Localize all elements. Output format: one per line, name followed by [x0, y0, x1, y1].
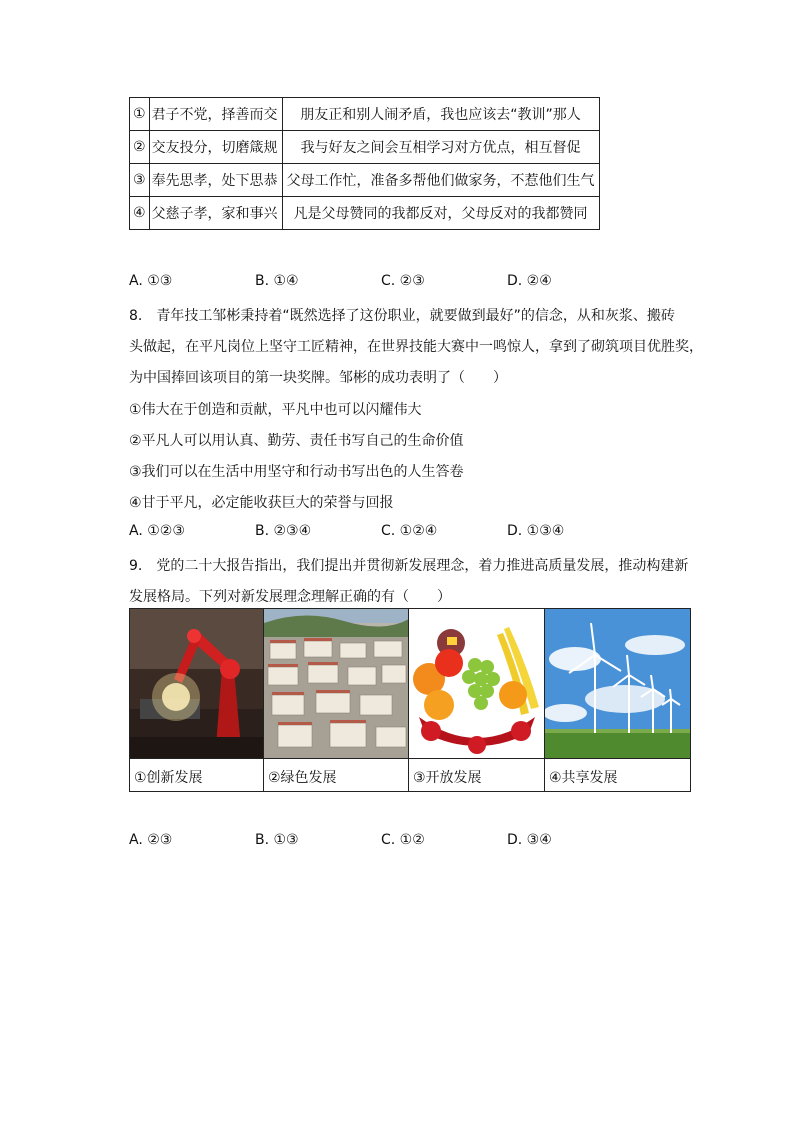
q8-stem-line: 为中国捧回该项目的第一块奖牌。邹彬的成功表明了（ ） [129, 370, 507, 386]
table-cell: 父慈子孝，家和事兴 [149, 197, 282, 230]
q9-image-table [129, 608, 691, 792]
q7-table [129, 97, 600, 230]
q8-options [129, 523, 689, 543]
option-c[interactable]: C. ②③ [381, 273, 425, 289]
table-cell: 朋友正和别人闹矛盾，我也应该去“教训”那人 [282, 98, 599, 131]
image-caption: ④共享发展 [549, 770, 618, 786]
option-c[interactable]: C. ①② [381, 832, 425, 848]
option-d[interactable]: D. ①③④ [507, 523, 565, 539]
option-b[interactable]: B. ②③④ [255, 523, 312, 539]
table-cell: 我与好友之间会互相学习对方优点，相互督促 [282, 131, 599, 164]
image-cell [545, 609, 690, 791]
option-d[interactable]: D. ③④ [507, 832, 552, 848]
option-b[interactable]: B. ①③ [255, 832, 299, 848]
table-cell: 奉先思孝，处下思恭 [149, 164, 282, 197]
image-caption: ③开放发展 [413, 770, 482, 786]
q8-item: ①伟大在于创造和贡献，平凡中也可以闪耀伟大 [129, 402, 422, 418]
image-cell [409, 609, 545, 791]
table-row [130, 197, 600, 230]
q8-item: ②平凡人可以用认真、勤劳、责任书写自己的生命价值 [129, 433, 464, 449]
table-cell: ④ [130, 197, 150, 230]
wind-turbines-image [545, 609, 690, 759]
image-cell [130, 609, 264, 791]
welding-robot-image [130, 609, 263, 759]
table-cell: ③ [130, 164, 150, 197]
table-row [130, 98, 600, 131]
table-cell: 父母工作忙，准备多帮他们做家务，不惹他们生气 [282, 164, 599, 197]
q8-stem-line: 头做起，在平凡岗位上坚守工匠精神，在世界技能大赛中一鸣惊人，拿到了砌筑项目优胜奖， [129, 339, 703, 355]
option-c[interactable]: C. ①②④ [381, 523, 438, 539]
q8-stem-line: 8. 青年技工邹彬秉持着“既然选择了这份职业，就要做到最好”的信念，从和灰浆、搬砖 [129, 308, 675, 324]
q7-options [129, 273, 689, 293]
table-row [130, 164, 600, 197]
image-caption: ①创新发展 [134, 770, 203, 786]
table-row [130, 131, 600, 164]
fruit-basket-image [409, 609, 544, 759]
table-cell: 凡是父母赞同的我都反对，父母反对的我都赞同 [282, 197, 599, 230]
apartment-buildings-image [264, 609, 408, 759]
option-a[interactable]: A. ①②③ [129, 523, 185, 539]
option-a[interactable]: A. ①③ [129, 273, 173, 289]
q8-item: ③我们可以在生活中用坚守和行动书写出色的人生答卷 [129, 464, 464, 480]
q9-options [129, 832, 689, 852]
option-d[interactable]: D. ②④ [507, 273, 552, 289]
table-cell: ① [130, 98, 150, 131]
table-cell: 交友投分，切磨箴规 [149, 131, 282, 164]
table-cell: ② [130, 131, 150, 164]
image-cell [264, 609, 409, 791]
option-a[interactable]: A. ②③ [129, 832, 173, 848]
q8-item: ④甘于平凡，必定能收获巨大的荣誉与回报 [129, 495, 394, 511]
q9-stem-line: 9. 党的二十大报告指出，我们提出并贯彻新发展理念，着力推进高质量发展，推动构建新 [129, 558, 689, 574]
table-cell: 君子不党，择善而交 [149, 98, 282, 131]
q9-stem-line: 发展格局。下列对新发展理念理解正确的有（ ） [129, 589, 451, 605]
image-caption: ②绿色发展 [268, 770, 337, 786]
option-b[interactable]: B. ①④ [255, 273, 299, 289]
